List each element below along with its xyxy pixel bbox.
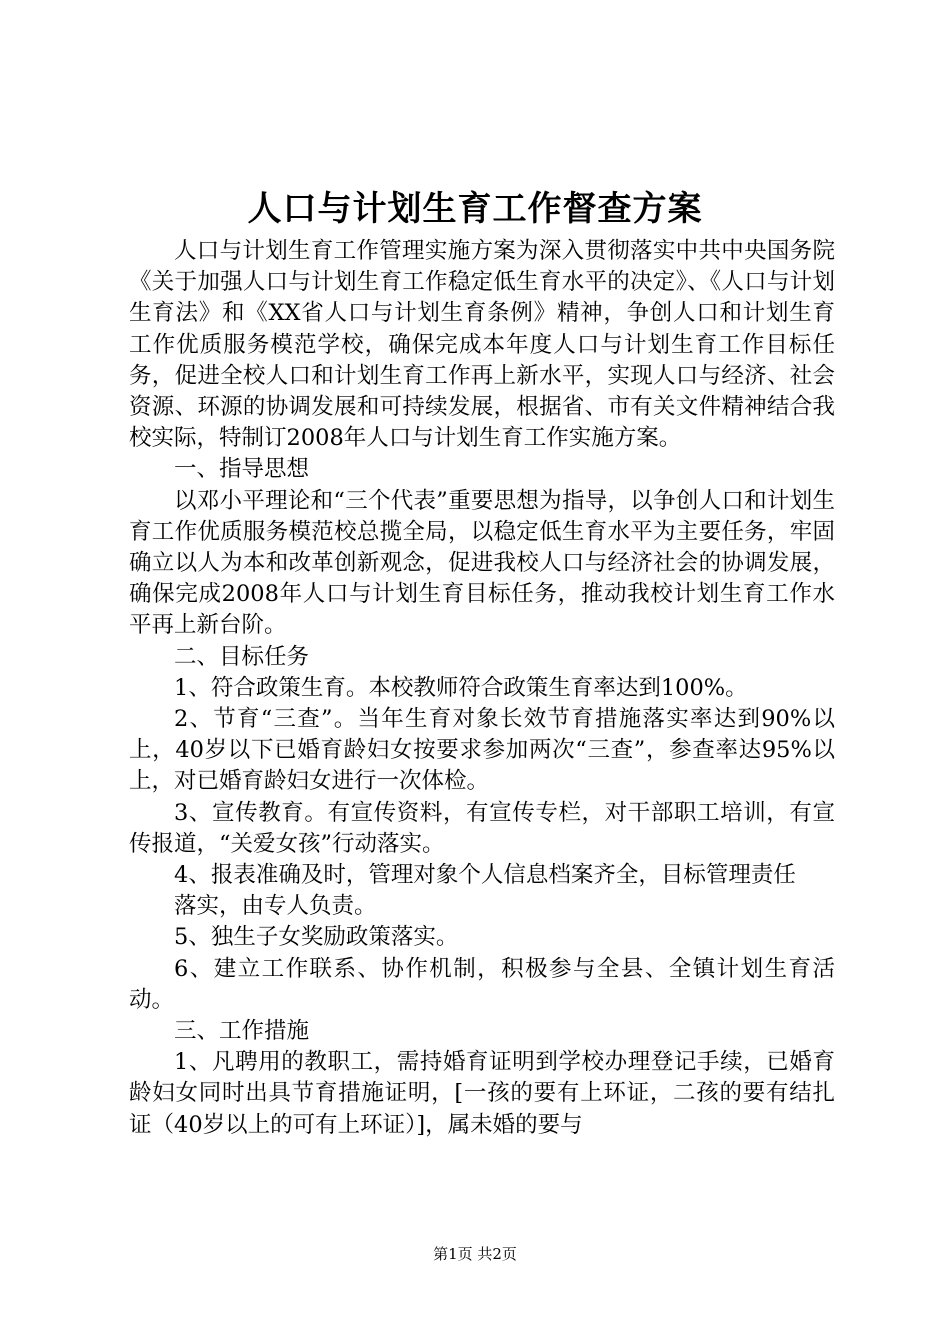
- page-footer: 第1页 共2页: [433, 1245, 517, 1263]
- goal-item-2: 2、节育“三查”。当年生育对象长效节育措施落实率达到90%以上，40岁以下已婚育龄妇女按要求参加两次“三查”，参查率达95%以上，对已婚育龄妇女进行一次体检。: [129, 706, 835, 795]
- goal-item-4-continued: 落实，由专人负责。: [174, 893, 377, 920]
- guiding-thought-paragraph: 以邓小平理论和“三个代表”重要思想为指导，以争创人口和计划生育工作优质服务模范校总揽全局，以稳定低生育水平为主要任务，牢固确立以人为本和改革创新观念，促进我校人口与经济社会的协调发展，确保完成2008年人口与计划生育目标任务，推动我校计划生育工作水平再上新台阶。: [129, 487, 835, 639]
- goal-item-5: 5、独生子女奖励政策落实。: [174, 924, 459, 951]
- section-heading-measures: 三、工作措施: [174, 1018, 310, 1045]
- document-body: [129, 236, 835, 1141]
- section-heading-guiding-thought: 一、指导思想: [174, 456, 310, 483]
- goal-item-3: 3、宣传教育。有宣传资料，有宣传专栏，对干部职工培训，有宣传报道，“关爱女孩”行动落实。: [129, 799, 835, 857]
- intro-paragraph: 人口与计划生育工作管理实施方案为深入贯彻落实中共中央国务院《关于加强人口与计划生育工作稳定低生育水平的决定》、《人口与计划生育法》和《XX省人口与计划生育条例》精神，争创人口和计划生育工作优质服务模范学校，确保完成本年度人口与计划生育工作目标任务，促进全校人口和计划生育工作再上新水平，实现人口与经济、社会资源、环源的协调发展和可持续发展，根据省、市有关文件精神结合我校实际，特制订2008年人口与计划生育工作实施方案。: [129, 238, 835, 452]
- measure-item-1: 1、凡聘用的教职工，需持婚育证明到学校办理登记手续，已婚育龄妇女同时出具节育措施证明，[一孩的要有上环证，二孩的要有结扎证（40岁以上的可有上环证）]，属未婚的要与: [129, 1049, 835, 1138]
- goal-item-4: 4、报表准确及时，管理对象个人信息档案齐全，目标管理责任: [174, 862, 796, 889]
- goal-item-1: 1、符合政策生育。本校教师符合政策生育率达到100%。: [174, 674, 748, 701]
- document-title: 人口与计划生育工作督查方案: [247, 189, 703, 229]
- section-heading-goals: 二、目标任务: [174, 643, 310, 670]
- goal-item-6: 6、建立工作联系、协作机制，积极参与全县、全镇计划生育活动。: [129, 955, 835, 1013]
